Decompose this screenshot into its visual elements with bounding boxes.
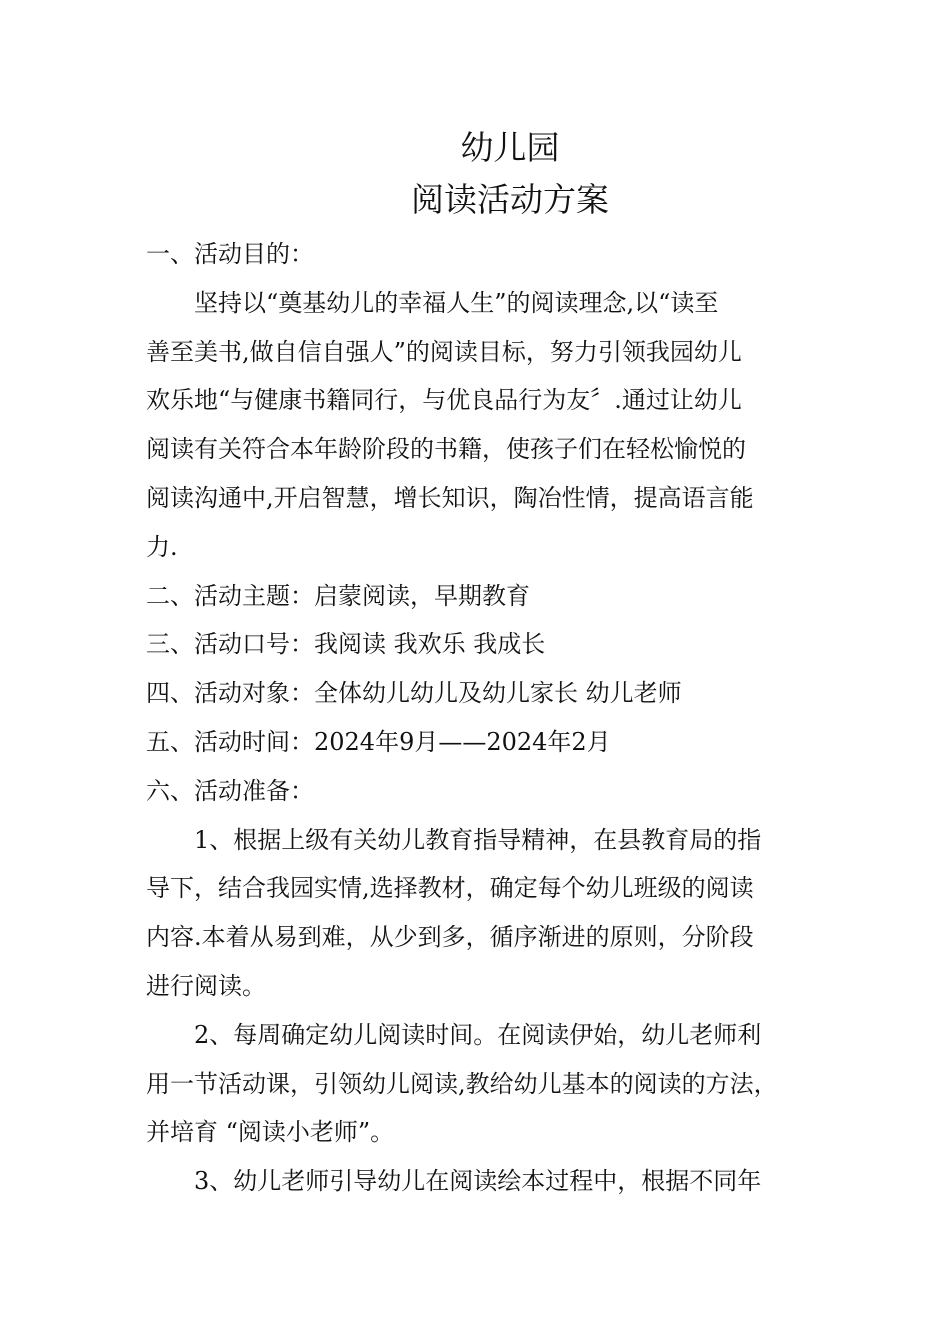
section-heading-slogan: 三、活动口号：我阅读 我欢乐 我成长 — [146, 630, 546, 659]
paragraph-line: 2、每周确定幼儿阅读时间。在阅读伊始，幼儿老师利 — [194, 1020, 762, 1049]
paragraph-line: 欢乐地“与健康书籍同行，与优良品行为友〞.通过让幼儿 — [146, 386, 742, 415]
paragraph-line: 坚持以“奠基幼儿的幸福人生”的阅读理念,以“读至 — [194, 288, 719, 317]
section-heading-preparation: 六、活动准备： — [146, 776, 314, 805]
paragraph-line: 内容.本着从易到难，从少到多，循序渐进的原则，分阶段 — [146, 923, 754, 952]
paragraph-line: 进行阅读。 — [146, 971, 266, 1000]
paragraph-line: 1、根据上级有关幼儿教育指导精神，在县教育局的指 — [194, 825, 762, 854]
document-body — [146, 230, 816, 1206]
paragraph-line: 用一节活动课，引领幼儿阅读,教给幼儿基本的阅读的方法， — [146, 1069, 778, 1098]
paragraph-line: 导下，结合我园实情,选择教材，确定每个幼儿班级的阅读 — [146, 874, 754, 903]
document-title-line-1: 幼儿园 — [460, 128, 560, 167]
paragraph-line: 并培育 “阅读小老师”。 — [146, 1118, 395, 1147]
paragraph-line: 力. — [146, 532, 178, 561]
paragraph-line: 阅读有关符合本年龄阶段的书籍，使孩子们在轻松愉悦的 — [146, 435, 746, 464]
paragraph-line: 善至美书,做自信自强人”的阅读目标，努力引领我园幼儿 — [146, 337, 742, 366]
section-heading-purpose: 一、活动目的： — [146, 240, 314, 268]
document-title-line-2: 阅读活动方案 — [411, 180, 609, 219]
paragraph-line: 3、幼儿老师引导幼儿在阅读绘本过程中，根据不同年 — [194, 1167, 762, 1196]
section-heading-time: 五、活动时间：2024年9月——2024年2月 — [146, 727, 611, 756]
paragraph-line: 阅读沟通中,开启智慧，增长知识，陶冶性情，提高语言能 — [146, 483, 754, 512]
section-heading-theme: 二、活动主题：启蒙阅读，早期教育 — [146, 581, 530, 610]
section-heading-audience: 四、活动对象：全体幼儿幼儿及幼儿家长 幼儿老师 — [146, 679, 682, 708]
